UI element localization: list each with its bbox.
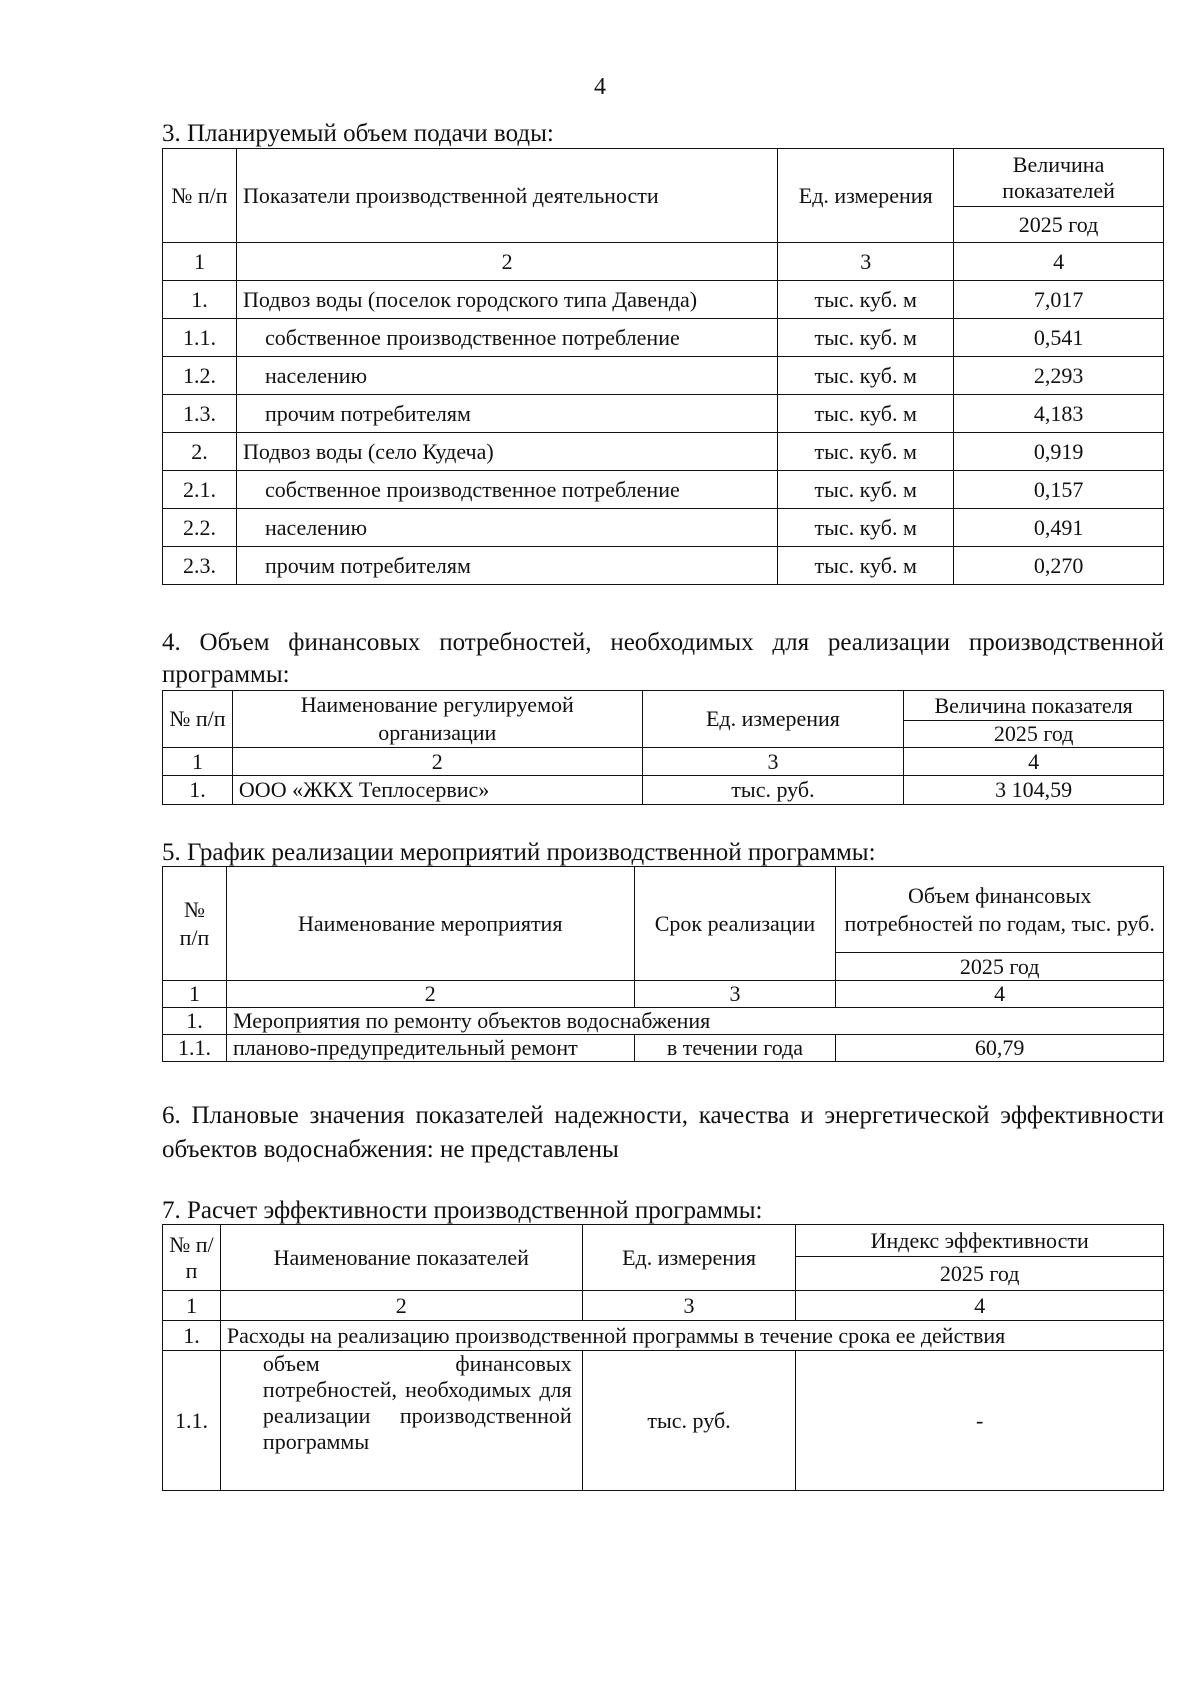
col-number: 3 xyxy=(778,243,954,281)
table-row xyxy=(163,433,1164,471)
col-number: 2 xyxy=(220,1291,582,1321)
col-number: 4 xyxy=(796,1291,1164,1321)
section5-title: 5. График реализации мероприятий производственной программы: xyxy=(162,839,876,866)
group-num: 1. xyxy=(163,1321,221,1351)
header-volume: Объем финансовых потребностей по годам, тыс. руб. xyxy=(836,867,1164,953)
table-row xyxy=(163,776,1164,805)
section3-title: 3. Планируемый объем подачи воды: xyxy=(162,120,554,147)
row-name: Подвоз воды (село Кудеча) xyxy=(236,433,777,471)
row-value: 0,157 xyxy=(954,471,1164,509)
row-value: 7,017 xyxy=(954,281,1164,319)
row-num: 1.2. xyxy=(163,357,237,395)
header-year: 2025 год xyxy=(836,953,1164,981)
group-num: 1. xyxy=(163,1008,227,1035)
row-value: 4,183 xyxy=(954,395,1164,433)
row-unit: тыс. куб. м xyxy=(778,357,954,395)
table-row xyxy=(163,357,1164,395)
row-unit: тыс. куб. м xyxy=(778,281,954,319)
header-unit: Ед. измерения xyxy=(778,149,954,243)
efficiency-table xyxy=(162,1224,1164,1491)
row-value: 0,491 xyxy=(954,509,1164,547)
col-number: 4 xyxy=(954,243,1164,281)
row-name: планово-предупредительный ремонт xyxy=(226,1035,634,1062)
col-number: 3 xyxy=(582,1291,796,1321)
header-term: Срок реализации xyxy=(634,867,836,981)
schedule-table xyxy=(162,866,1164,1062)
row-num: 2.1. xyxy=(163,471,237,509)
row-unit: тыс. куб. м xyxy=(778,471,954,509)
row-num: 2.3. xyxy=(163,547,237,585)
table-row xyxy=(163,281,1164,319)
col-number: 1 xyxy=(163,981,227,1008)
col-number: 1 xyxy=(163,243,237,281)
table-row xyxy=(163,1351,1164,1491)
row-name: прочим потребителям xyxy=(236,395,777,433)
header-num: № п/п xyxy=(163,691,233,748)
header-name: Наименование показателей xyxy=(220,1225,582,1291)
group-name: Мероприятия по ремонту объектов водоснабжения xyxy=(226,1008,1163,1035)
col-number: 2 xyxy=(226,981,634,1008)
row-value: 60,79 xyxy=(836,1035,1164,1062)
row-name: населению xyxy=(236,509,777,547)
header-num: № п/п xyxy=(163,149,237,243)
table-row xyxy=(163,547,1164,585)
row-name: прочим потребителям xyxy=(236,547,777,585)
header-year: 2025 год xyxy=(796,1257,1164,1291)
col-number: 1 xyxy=(163,1291,221,1321)
header-org: Наименование регулируемой организации xyxy=(232,691,642,748)
row-num: 1. xyxy=(163,281,237,319)
row-unit: тыс. куб. м xyxy=(778,547,954,585)
row-value: 3 104,59 xyxy=(904,776,1164,805)
row-value: 0,919 xyxy=(954,433,1164,471)
table-row xyxy=(163,1035,1164,1062)
row-value: 0,270 xyxy=(954,547,1164,585)
row-name: объем финансовых потребностей, необходимых для реализации производственной программы xyxy=(220,1351,582,1491)
row-name: ООО «ЖКХ Теплосервис» xyxy=(232,776,642,805)
section4-title: 4. Объем финансовых потребностей, необходимых для реализации производственной программы: xyxy=(162,629,1164,688)
row-value: - xyxy=(796,1351,1164,1491)
row-num: 1.1. xyxy=(163,1035,227,1062)
financial-needs-table xyxy=(162,690,1164,805)
page-number: 4 xyxy=(594,74,606,100)
row-num: 2. xyxy=(163,433,237,471)
table-row xyxy=(163,509,1164,547)
row-unit: тыс. куб. м xyxy=(778,433,954,471)
col-number: 3 xyxy=(642,748,904,776)
row-unit: тыс. руб. xyxy=(582,1351,796,1491)
row-num: 1.1. xyxy=(163,1351,221,1491)
row-name: собственное производственное потребление xyxy=(236,471,777,509)
col-number: 3 xyxy=(634,981,836,1008)
row-term: в течении года xyxy=(634,1035,836,1062)
row-name: собственное производственное потребление xyxy=(236,319,777,357)
table-group-row xyxy=(163,1008,1164,1035)
table-row xyxy=(163,319,1164,357)
row-unit: тыс. руб. xyxy=(642,776,904,805)
header-value: Величина показателей xyxy=(954,149,1164,207)
row-value: 0,541 xyxy=(954,319,1164,357)
row-num: 1.1. xyxy=(163,319,237,357)
row-num: 1. xyxy=(163,776,233,805)
section6-text: 6. Плановые значения показателей надежности, качества и энергетической эффективности объектов водоснабжения: не представлены xyxy=(162,1102,1164,1163)
section7-title: 7. Расчет эффективности производственной программы: xyxy=(162,1197,763,1224)
header-year: 2025 год xyxy=(904,721,1164,748)
header-year: 2025 год xyxy=(954,207,1164,243)
group-name: Расходы на реализацию производственной программы в течение срока ее действия xyxy=(220,1321,1163,1351)
header-name: Наименование мероприятия xyxy=(226,867,634,981)
row-num: 2.2. xyxy=(163,509,237,547)
header-num: № п/п xyxy=(163,1225,221,1291)
row-value: 2,293 xyxy=(954,357,1164,395)
table-row xyxy=(163,471,1164,509)
header-unit: Ед. измерения xyxy=(642,691,904,748)
header-value: Величина показателя xyxy=(904,691,1164,721)
col-number: 1 xyxy=(163,748,233,776)
row-num: 1.3. xyxy=(163,395,237,433)
col-number: 4 xyxy=(904,748,1164,776)
col-number: 2 xyxy=(232,748,642,776)
table-group-row xyxy=(163,1321,1164,1351)
row-unit: тыс. куб. м xyxy=(778,509,954,547)
header-unit: Ед. измерения xyxy=(582,1225,796,1291)
header-num: № п/п xyxy=(163,867,227,981)
water-supply-table xyxy=(162,148,1164,585)
col-number: 2 xyxy=(236,243,777,281)
col-number: 4 xyxy=(836,981,1164,1008)
row-name: населению xyxy=(236,357,777,395)
row-unit: тыс. куб. м xyxy=(778,395,954,433)
row-unit: тыс. куб. м xyxy=(778,319,954,357)
table-row xyxy=(163,395,1164,433)
header-indicator: Показатели производственной деятельности xyxy=(236,149,777,243)
row-name: Подвоз воды (поселок городского типа Давенда) xyxy=(236,281,777,319)
header-index: Индекс эффективности xyxy=(796,1225,1164,1257)
